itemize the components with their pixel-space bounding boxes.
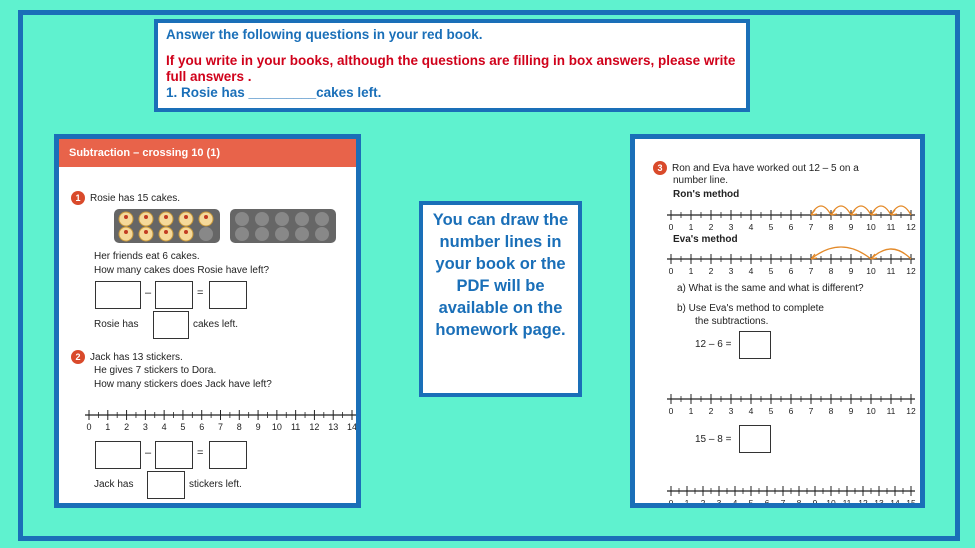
instruction-line-2: If you write in your books, although the questions are filling in box answers, please write full answers . [166, 53, 736, 84]
empty-cake-slot [199, 227, 213, 241]
tick-label: 10 [866, 406, 876, 416]
q1-answer-suffix: cakes left. [193, 319, 239, 330]
q2-line3: How many stickers does Jack have left? [94, 379, 272, 390]
q2-box-3[interactable] [209, 441, 247, 469]
tick-label: 3 [728, 222, 734, 232]
cakes-image [112, 207, 342, 247]
tick-label: 8 [796, 498, 802, 508]
empty-cake-slot [295, 227, 309, 241]
tick-label: 1 [688, 406, 694, 416]
tick-label: 7 [808, 222, 814, 232]
q1-box-3[interactable] [209, 281, 247, 309]
tick-label: 8 [236, 422, 242, 432]
tick-label: 2 [700, 498, 706, 508]
minus-sign: – [145, 447, 152, 459]
rons-number-line [657, 191, 917, 233]
tick-label: 9 [848, 222, 854, 232]
equals-sign: = [197, 447, 204, 459]
tick-label: 7 [217, 422, 224, 432]
number-line-0-12 [657, 389, 917, 419]
q1-number: 1 [71, 191, 85, 205]
tick-label: 6 [788, 266, 794, 276]
tick-label: 10 [866, 222, 876, 232]
tick-label: 3 [728, 406, 734, 416]
q2-box-2[interactable] [155, 441, 193, 469]
tick-label: 1 [688, 222, 694, 232]
tick-label: 12 [906, 406, 916, 416]
tick-label: 4 [748, 406, 754, 416]
tick-label: 10 [826, 498, 836, 508]
q3-line2: number line. [673, 175, 729, 186]
tick-label: 6 [764, 498, 770, 508]
tick-label: 14 [890, 498, 900, 508]
number-line-0-14 [79, 405, 359, 435]
q2-answer-box[interactable] [147, 471, 185, 499]
tick-label: 5 [748, 498, 754, 508]
q2-text [71, 350, 183, 364]
tick-label: 4 [161, 422, 167, 432]
tick-label: 9 [848, 266, 854, 276]
tick-label: 9 [255, 422, 261, 432]
tick-label: 5 [768, 406, 774, 416]
homework-note: You can draw the number lines in your book or the PDF will be available on the homework page. [419, 201, 582, 397]
tick-label: 13 [874, 498, 884, 508]
tick-label: 0 [86, 422, 92, 432]
tick-label: 8 [828, 266, 834, 276]
q1-box-1[interactable] [95, 281, 141, 309]
cupcake-cherry [204, 215, 208, 219]
q2-line2: He gives 7 stickers to Dora. [94, 365, 217, 376]
left-worksheet [54, 134, 361, 508]
q1-answer-box[interactable] [153, 311, 189, 339]
tick-label: 7 [780, 498, 786, 508]
q3-number: 3 [653, 161, 667, 175]
tick-label: 5 [180, 422, 186, 432]
q3a-text: a) What is the same and what is different? [677, 283, 864, 294]
tick-label: 1 [105, 422, 111, 432]
q3b-text: b) Use Eva's method to complete [677, 303, 824, 314]
empty-cake-slot [275, 212, 289, 226]
tick-label: 6 [199, 422, 205, 432]
q1-answer-prefix: Rosie has [94, 319, 139, 330]
evas-number-line [657, 235, 917, 277]
q1-line2: Her friends eat 6 cakes. [94, 251, 200, 262]
worksheet-header: Subtraction – crossing 10 (1) [59, 139, 356, 167]
number-line-0-15 [657, 481, 917, 508]
q1-line1: Rosie has 15 cakes. [90, 193, 181, 204]
tick-label: 4 [748, 266, 754, 276]
tick-label: 2 [124, 422, 130, 432]
tick-label: 3 [716, 498, 722, 508]
tick-label: 8 [828, 406, 834, 416]
q3b-line2: the subtractions. [695, 316, 769, 327]
cupcake-cherry [144, 215, 148, 219]
tick-label: 4 [748, 222, 754, 232]
rons-method-label: Ron's method [673, 189, 740, 200]
tick-label: 1 [684, 498, 690, 508]
q2-answer-prefix: Jack has [94, 479, 134, 490]
empty-cake-slot [315, 227, 329, 241]
cupcake-cherry [144, 230, 148, 234]
q3-text [653, 161, 859, 175]
tick-label: 8 [828, 222, 834, 232]
cupcake-cherry [124, 215, 128, 219]
tick-label: 11 [842, 498, 852, 508]
tick-label: 11 [290, 422, 301, 432]
tick-label: 12 [906, 222, 916, 232]
tick-label: 3 [728, 266, 734, 276]
sub2-text: 15 – 8 = [695, 434, 732, 445]
tick-label: 2 [708, 222, 714, 232]
tick-label: 11 [886, 222, 896, 232]
sub1-answer-box[interactable] [739, 331, 771, 359]
tick-label: 7 [808, 406, 814, 416]
empty-cake-slot [235, 227, 249, 241]
tick-label: 0 [668, 222, 674, 232]
q1-box-2[interactable] [155, 281, 193, 309]
tick-label: 10 [271, 422, 282, 432]
tick-label: 12 [858, 498, 868, 508]
minus-sign: – [145, 287, 152, 299]
empty-cake-slot [315, 212, 329, 226]
cupcake-cherry [184, 230, 188, 234]
cupcake-cherry [184, 215, 188, 219]
equals-sign: = [197, 287, 204, 299]
tick-label: 11 [886, 406, 896, 416]
q3-line1: Ron and Eva have worked out 12 – 5 on a [672, 163, 859, 174]
tick-label: 10 [866, 266, 876, 276]
tick-label: 3 [142, 422, 148, 432]
q2-number: 2 [71, 350, 85, 364]
q1-text [71, 191, 180, 205]
sub2-answer-box[interactable] [739, 425, 771, 453]
cupcake-cherry [164, 215, 168, 219]
empty-cake-slot [295, 212, 309, 226]
tick-label: 6 [788, 222, 794, 232]
q2-box-1[interactable] [95, 441, 141, 469]
tick-label: 0 [668, 266, 674, 276]
cupcake-cherry [124, 230, 128, 234]
tick-label: 1 [688, 266, 694, 276]
q2-line1: Jack has 13 stickers. [90, 352, 183, 363]
tick-label: 4 [732, 498, 738, 508]
tick-label: 11 [886, 266, 896, 276]
tick-label: 7 [808, 266, 814, 276]
empty-cake-slot [235, 212, 249, 226]
tick-label: 6 [788, 406, 794, 416]
instruction-line-3: 1. Rosie has _________cakes left. [166, 85, 382, 100]
tick-label: 2 [708, 406, 714, 416]
right-worksheet [630, 134, 925, 508]
tick-label: 13 [328, 422, 339, 432]
cupcake-cherry [164, 230, 168, 234]
q2-answer-suffix: stickers left. [189, 479, 242, 490]
q1-line3: How many cakes does Rosie have left? [94, 265, 270, 276]
tick-label: 2 [708, 266, 714, 276]
instruction-line-1: Answer the following questions in your red book. [166, 27, 483, 42]
tick-label: 9 [812, 498, 818, 508]
tick-label: 9 [848, 406, 854, 416]
tick-label: 0 [668, 406, 674, 416]
sub1-text: 12 – 6 = [695, 339, 732, 350]
tick-label: 12 [906, 266, 916, 276]
tick-label: 15 [906, 498, 916, 508]
instructions-box [154, 19, 750, 112]
tick-label: 14 [346, 422, 358, 432]
tick-label: 5 [768, 266, 774, 276]
tick-label: 12 [309, 422, 320, 432]
tick-label: 0 [668, 498, 674, 508]
tick-label: 5 [768, 222, 774, 232]
empty-cake-slot [255, 227, 269, 241]
empty-cake-slot [255, 212, 269, 226]
evas-method-label: Eva's method [673, 234, 738, 245]
empty-cake-slot [275, 227, 289, 241]
